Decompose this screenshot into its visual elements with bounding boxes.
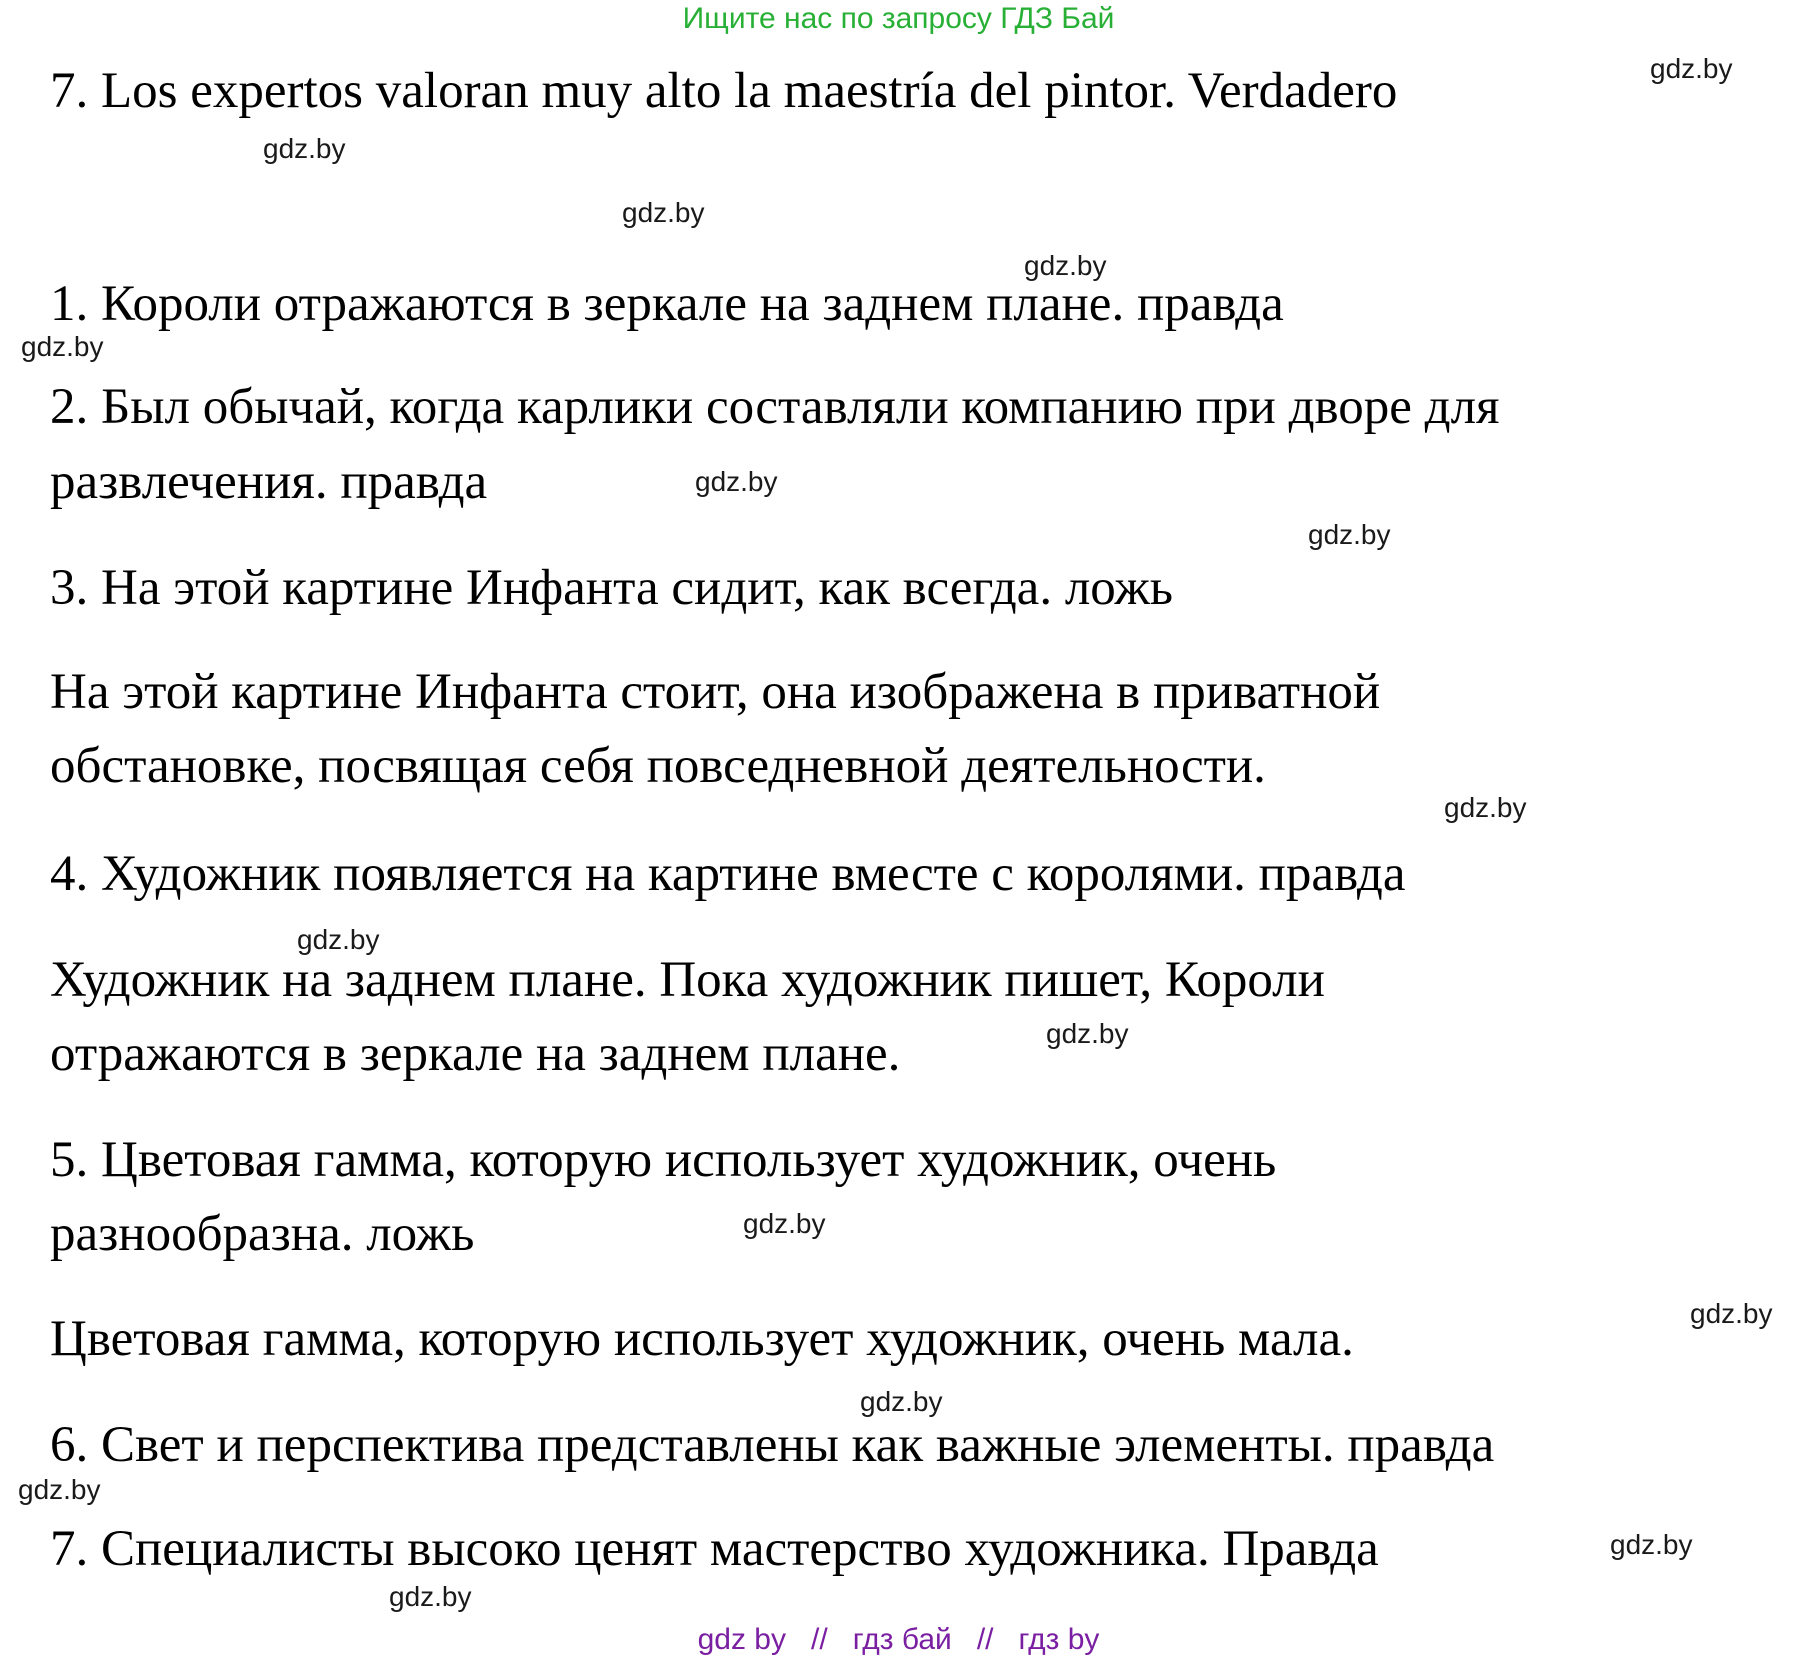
watermark: gdz.by — [860, 1386, 943, 1417]
watermark: gdz.by — [389, 1581, 472, 1612]
watermark: gdz.by — [1046, 1018, 1129, 1049]
footer-links — [0, 1625, 1797, 1655]
text-line-2b: развлечения. правда — [50, 454, 488, 510]
text-line-5-explain: Цветовая гамма, которую использует художник, очень мала. — [50, 1311, 1354, 1367]
watermark: gdz.by — [743, 1208, 826, 1239]
text-line-5a: 5. Цветовая гамма, которую использует художник, очень — [50, 1132, 1277, 1188]
watermark: gdz.by — [1610, 1529, 1693, 1560]
text-line-7: 7. Специалисты высоко ценят мастерство художника. Правда — [50, 1521, 1379, 1577]
footer-link-gdz-bai[interactable]: гдз бай — [852, 1623, 952, 1656]
footer-separator: // — [976, 1623, 994, 1656]
text-line-spanish-7: 7. Los expertos valoran muy alto la maestría del pintor. Verdadero — [50, 63, 1398, 119]
top-banner[interactable]: Ищите нас по запросу ГДЗ Бай — [682, 2, 1115, 35]
watermark: gdz.by — [263, 133, 346, 164]
watermark: gdz.by — [695, 466, 778, 497]
text-line-4-explain-a: Художник на заднем плане. Пока художник пишет, Короли — [50, 952, 1325, 1008]
text-line-3: 3. На этой картине Инфанта сидит, как всегда. ложь — [50, 560, 1173, 616]
watermark: gdz.by — [1444, 792, 1527, 823]
text-line-2a: 2. Был обычай, когда карлики составляли компанию при дворе для — [50, 379, 1500, 435]
footer-link-gdz-by[interactable]: gdz by — [697, 1623, 786, 1656]
watermark: gdz.by — [1308, 519, 1391, 550]
text-line-5b: разнообразна. ложь — [50, 1206, 475, 1262]
text-line-4: 4. Художник появляется на картине вместе с королями. правда — [50, 846, 1406, 902]
text-line-4-explain-b: отражаются в зеркале на заднем плане. — [50, 1026, 901, 1082]
watermark: gdz.by — [1650, 53, 1733, 84]
text-line-3-explain-b: обстановке, посвящая себя повседневной деятельности. — [50, 738, 1266, 794]
watermark: gdz.by — [1690, 1298, 1773, 1329]
watermark: gdz.by — [18, 1474, 101, 1505]
watermark: gdz.by — [622, 197, 705, 228]
watermark: gdz.by — [297, 924, 380, 955]
watermark: gdz.by — [21, 331, 104, 362]
watermark: gdz.by — [1024, 250, 1107, 281]
footer-separator: // — [811, 1623, 828, 1656]
text-line-1: 1. Короли отражаются в зеркале на заднем плане. правда — [50, 276, 1284, 332]
footer-link-gdz-by-cyr[interactable]: гдз by — [1018, 1623, 1100, 1656]
text-line-3-explain-a: На этой картине Инфанта стоит, она изображена в приватной — [50, 664, 1381, 720]
text-line-6: 6. Свет и перспектива представлены как важные элементы. правда — [50, 1417, 1495, 1473]
